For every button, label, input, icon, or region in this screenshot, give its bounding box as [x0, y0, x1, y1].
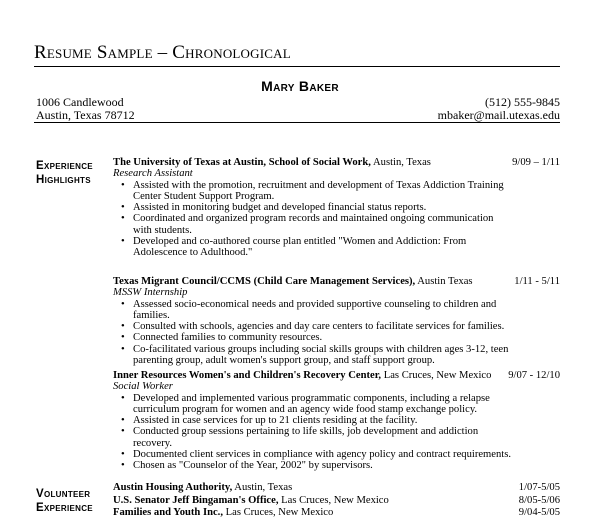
- volunteer-date: 9/04-5/05: [518, 507, 560, 518]
- experience-entry: [113, 157, 513, 259]
- list-item: • Assisted in monitoring budget and developed financial status reports.: [133, 202, 513, 213]
- volunteer-dates: [519, 482, 560, 520]
- title-divider: [34, 66, 560, 67]
- list-item: • Chosen as "Counselor of the Year, 2002" by supervisors.: [133, 460, 513, 471]
- list-item: • Connected families to community resources.: [133, 332, 513, 343]
- list-item: • Conducted group sessions pertaining to life skills, job development and addiction recovery.: [133, 426, 513, 449]
- list-item: • Consulted with schools, agencies and day care centers to facilitate services for families.: [133, 321, 513, 332]
- volunteer-org: Austin Housing Authority,: [113, 482, 233, 493]
- applicant-name: Mary Baker: [261, 78, 339, 94]
- job-title: Research Assistant: [113, 168, 193, 180]
- employer-location: Austin Texas: [417, 276, 473, 287]
- volunteer-label-line-2: Experience: [36, 502, 93, 514]
- list-item: [113, 495, 389, 508]
- list-item: • Developed and implemented various programmatic components, including a relapse curriculum program for women and an agency wide food stamp exchange policy.: [133, 393, 513, 416]
- employer-name: The University of Texas at Austin, School of Social Work,: [113, 157, 371, 168]
- volunteer-date: 1/07-5/05: [518, 482, 560, 493]
- contact-divider: [34, 122, 560, 123]
- volunteer-list: [113, 482, 389, 520]
- phone-number: (512) 555-9845: [485, 95, 560, 109]
- email-address: mbaker@mail.utexas.edu: [437, 108, 560, 122]
- employer-location: Las Cruces, New Mexico: [383, 370, 492, 381]
- list-item: • Documented client services in compliance with agency policy and contract requirements.: [133, 449, 513, 460]
- employer-name: Inner Resources Women's and Children's Recovery Center,: [113, 370, 382, 381]
- address-line-1: 1006 Candlewood: [36, 95, 124, 109]
- volunteer-location: Las Cruces, New Mexico: [225, 507, 334, 518]
- employer-location: Austin, Texas: [373, 157, 431, 168]
- employer-name: Texas Migrant Council/CCMS (Child Care Management Services),: [113, 276, 416, 287]
- experience-entry: [113, 370, 513, 472]
- employment-dates: 9/07 - 12/10: [508, 370, 560, 381]
- employment-dates: 1/11 - 5/11: [514, 276, 560, 287]
- volunteer-org: Families and Youth Inc.,: [113, 507, 223, 518]
- experience-entry: [113, 276, 513, 366]
- volunteer-location: Austin, Texas: [234, 482, 293, 493]
- list-item: [113, 507, 389, 520]
- list-item: • Coordinated and organized program records and maintained ongoing communication with students.: [133, 213, 513, 236]
- volunteer-location: Las Cruces, New Mexico: [281, 494, 389, 506]
- employment-dates: 9/09 – 1/11: [512, 157, 560, 168]
- list-item: • Co-facilitated various groups including social skills groups with children ages 3-12, teen parenting group, adult women's support group, and staff support group.: [133, 344, 513, 367]
- experience-label-line-2: Highlights: [36, 174, 91, 186]
- job-title: Social Worker: [113, 381, 173, 393]
- volunteer-label-line-1: Volunteer: [36, 488, 91, 500]
- job-title: MSSW Internship: [113, 287, 188, 299]
- experience-label-line-1: Experience: [36, 160, 93, 172]
- document-title: Resume Sample – Chronological: [34, 42, 291, 63]
- address-line-2: Austin, Texas 78712: [36, 108, 135, 122]
- volunteer-section-label: [36, 487, 116, 515]
- experience-section-label: [36, 159, 116, 187]
- volunteer-org: U.S. Senator Jeff Bingaman's Office,: [113, 494, 279, 506]
- list-item: [113, 482, 389, 495]
- list-item: • Assisted in case services for up to 21 clients residing at the facility.: [133, 415, 513, 426]
- volunteer-date: 8/05-5/06: [518, 494, 560, 506]
- list-item: • Developed and co-authored course plan entitled "Women and Addiction: From Adolescence to Adulthood.": [133, 236, 513, 259]
- list-item: • Assisted with the promotion, recruitment and development of Texas Addiction Training Center Student Support Program.: [133, 180, 513, 203]
- list-item: • Assessed socio-economical needs and provided supportive counseling to children and families.: [133, 299, 513, 322]
